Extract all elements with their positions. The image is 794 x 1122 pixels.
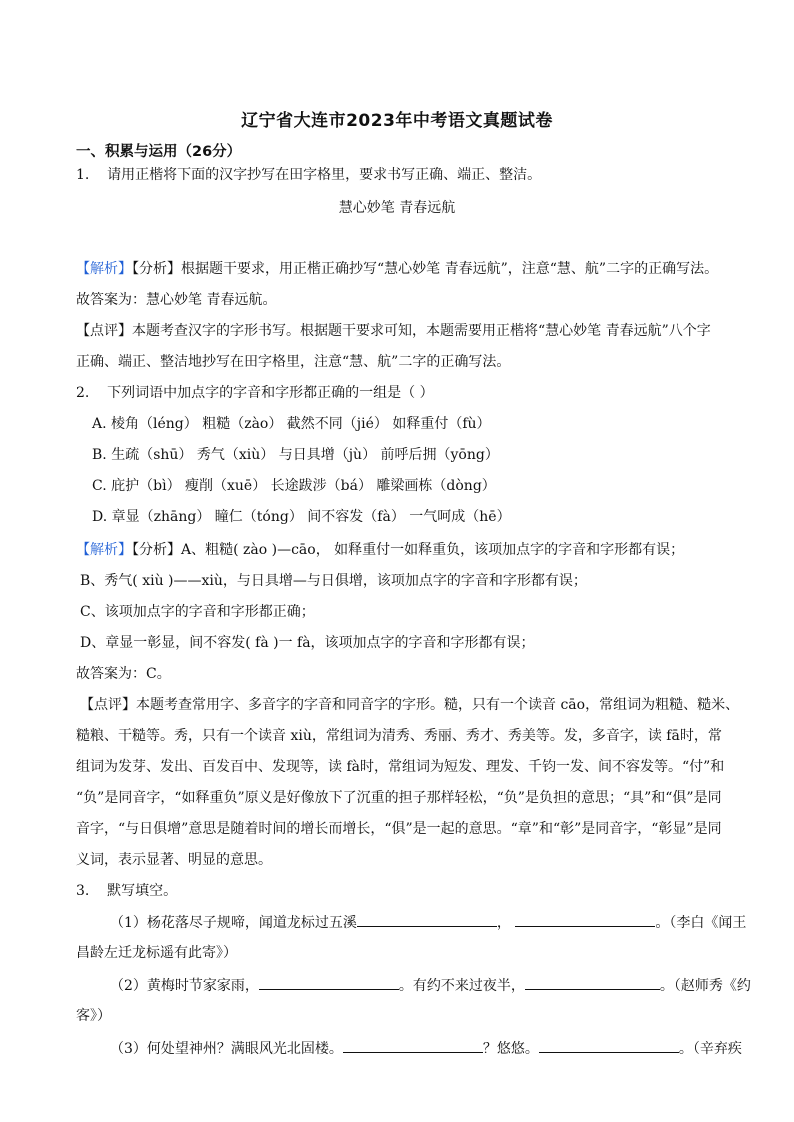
q1-comment-line1: 【点评】本题考查汉字的字形书写。根据题干要求可知，本题需要用正楷将“慧心妙笔 青春远航”八个字 [76,323,711,339]
q2-analysis-c: C、该项加点字的字音和字形都正确； [80,604,315,620]
q3-number: 3. [76,883,90,899]
q1-stem-text: 请用正楷将下面的汉字抄写在田字格里，要求书写正确、端正、整洁。 [107,167,542,183]
analysis-text: 【分析】A、粗糙( zào )—cāo， 如释重付一如释重负，该项加点字的字音和字形都有误； [132,542,685,558]
q3-stem [76,881,177,901]
item-text: 。（李白《闻王 [655,915,747,931]
q3-stem-text: 默写填空。 [107,883,178,899]
q2-number: 2. [76,385,90,401]
item-text: （3）何处望神州？满眼风光北固楼。 [110,1041,343,1057]
item-text: 。（辛弃疾 [678,1041,742,1057]
answer-blank[interactable] [539,1038,679,1053]
q2-option-b [92,445,499,465]
item-text: 。（赵师秀《约 [659,978,751,994]
analysis-tag: 【解析】 [76,261,132,277]
item-text: （1）杨花落尽子规啼，闻道龙标过五溪 [110,915,357,931]
option-letter: B. [92,447,107,463]
answer-blank[interactable] [525,975,660,990]
section-heading: 一、积累与运用（26分） [76,144,242,160]
item-text: 。有约不来过夜半， [398,978,525,994]
item-text: ， [496,915,511,931]
answer-blank[interactable] [343,1038,483,1053]
q2-option-d [92,507,511,527]
q2-comment-2: 糙粮、干糙等。秀，只有一个读音 xiù，常组词为清秀、秀丽、秀才、秀美等。发，多音字，读 fā时，常 [76,728,722,744]
answer-blank[interactable] [515,912,655,927]
answer-blank[interactable] [357,912,497,927]
q1-comment-line2: 正确、端正、整洁地抄写在田字格里，注意“慧、航”二字的正确写法。 [76,354,511,370]
q2-option-c [92,476,496,496]
q1-number: 1. [76,167,90,183]
item-text: （2）黄梅时节家家雨， [110,978,259,994]
q2-comment-6: 义词，表示显著、明显的意思。 [76,852,272,868]
q3-item-3 [110,1038,742,1059]
q2-comment-1: 【点评】本题考查常用字、多音字的字音和同音字的字形。糙，只有一个读音 cāo，常组词为粗糙、糙米、 [80,697,740,713]
q3-item-1 [110,912,746,933]
q2-comment-3: 组词为发芽、发出、百发百中、发现等，读 fà时，常组词为短发、理发、千钧一发、间不容发等。“付”和 [76,759,725,775]
q2-stem-text: 下列词语中加点字的字音和字形都正确的一组是（ ） [107,385,434,401]
option-text: 章显（zhāng） 瞳仁（tóng） 间不容发（fà） 一气呵成（hē） [111,509,511,525]
q3-item-2 [110,975,751,996]
q2-analysis-b: B、秀气( xiù )——xiù，与日具增—与日俱增，该项加点字的字音和字形都有误； [80,573,587,589]
q3-item-2-wrap: 客》） [76,1008,111,1024]
item-text: ？悠悠。 [482,1041,539,1057]
q2-comment-5: 音字，“与日俱增”意思是随着时间的增长而增长，“俱”是一起的意思。“章”和“彰”是同音字，“彰显”是同 [76,821,722,837]
option-letter: D. [92,509,108,525]
q2-comment-4: “负”是同音字，“如释重负”原义是好像放下了沉重的担子那样轻松，“负”是负担的意思；“具”和“俱”是同 [76,790,722,806]
option-text: 生疏（shū） 秀气（xiù） 与日具增（jù） 前呼后拥（yōng） [111,447,499,463]
q2-analysis-d: D、章显一彰显，间不容发( fà )一 fà，该项加点字的字音和字形都有误； [80,635,535,651]
option-letter: C. [92,478,107,494]
q1-stem [76,165,541,185]
option-text: 棱角（léng） 粗糙（zào） 截然不同（jié） 如释重付（fù） [111,416,491,432]
q2-analysis-a [76,540,684,560]
answer-blank[interactable] [259,975,399,990]
q1-analysis [76,259,718,279]
q1-analysis-text: 【分析】根据题干要求，用正楷正确抄写“慧心妙笔 青春远航”，注意“慧、航”二字的正确写法。 [132,261,719,277]
q2-answer: 故答案为：C。 [76,666,171,682]
analysis-tag: 【解析】 [76,542,132,558]
q1-answer: 故答案为：慧心妙笔 青春远航。 [76,292,277,308]
q2-option-a [92,414,491,434]
q3-item-1-wrap: 昌龄左迁龙标遥有此寄》） [76,945,237,961]
q2-stem [76,383,434,403]
page-title: 辽宁省大连市2023年中考语文真题试卷 [241,111,553,131]
option-text: 庇护（bì） 瘦削（xuē） 长途跋涉（bá） 雕梁画栋（dòng） [111,478,496,494]
q1-phrase: 慧心妙笔 青春远航 [338,200,456,216]
option-letter: A. [92,416,107,432]
